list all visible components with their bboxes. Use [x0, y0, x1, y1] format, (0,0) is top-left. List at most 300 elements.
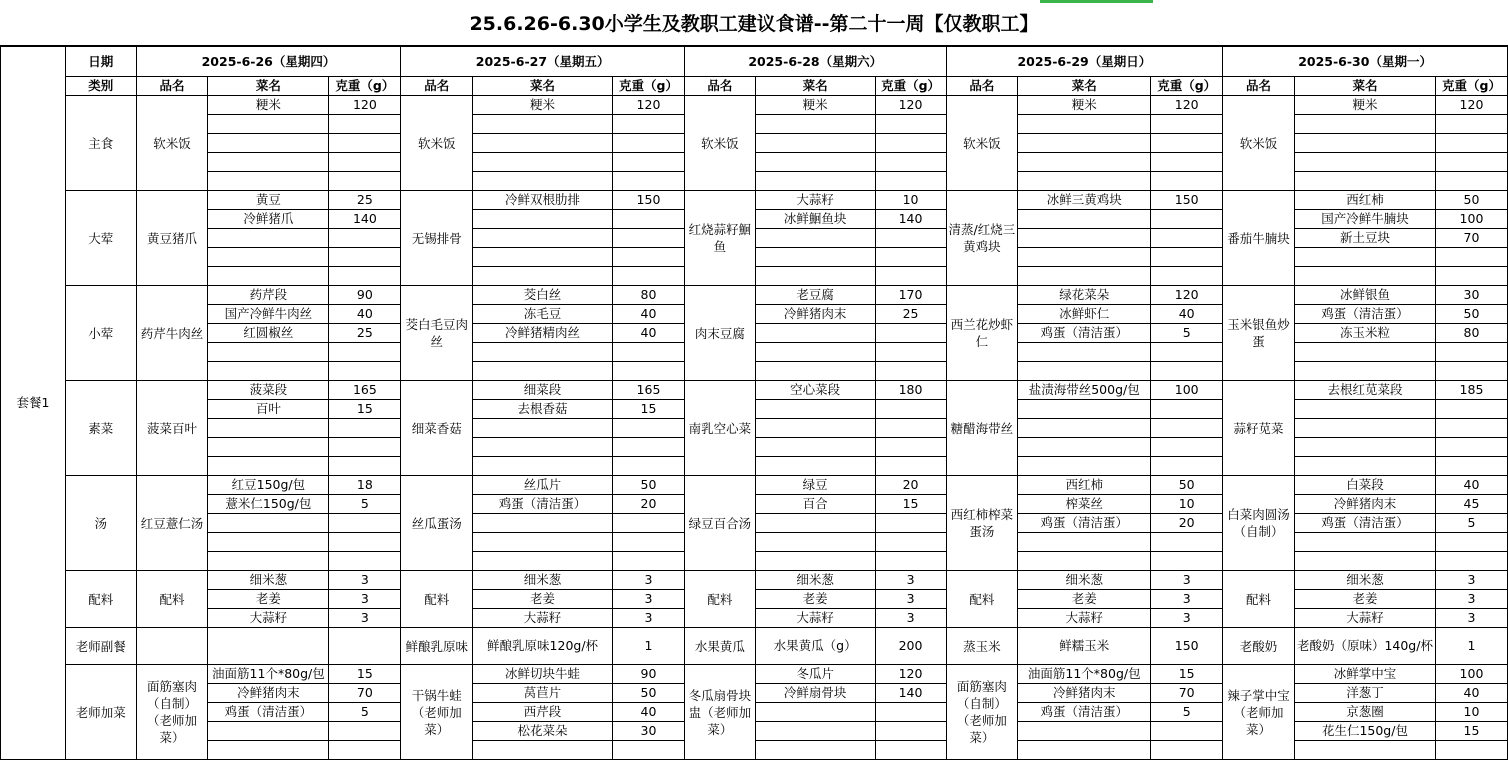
empty-cell [473, 438, 613, 457]
empty-cell [1435, 362, 1507, 381]
category-name: 汤 [65, 476, 136, 571]
ingredient-weight: 3 [875, 590, 946, 609]
ingredient-name: 薏米仁150g/包 [208, 495, 329, 514]
ingredient-name: 鸡蛋（清洁蛋） [1294, 514, 1435, 533]
empty-cell [329, 741, 401, 760]
dish-header: 品名 [401, 77, 473, 96]
empty-cell [755, 172, 875, 191]
dish-name: 水果黄瓜 [684, 628, 755, 665]
ingredient-weight: 120 [1151, 286, 1223, 305]
ingredient-name: 粳米 [208, 96, 329, 115]
empty-cell [875, 400, 946, 419]
dish-name: 肉末豆腐 [684, 286, 755, 381]
ingredient-weight: 150 [1151, 628, 1223, 665]
empty-cell [875, 362, 946, 381]
table-row [1, 381, 1508, 400]
table-row [1, 96, 1508, 115]
ingredient-name: 大蒜籽 [208, 609, 329, 628]
ingredient-name: 国产冷鲜牛腩块 [1294, 210, 1435, 229]
empty-cell [1018, 115, 1151, 134]
ingredient-name: 冰鲜鮰鱼块 [755, 210, 875, 229]
dish-name: 西兰花炒虾仁 [946, 286, 1018, 381]
ingredient-name: 冷鲜双根肋排 [473, 191, 613, 210]
empty-cell [329, 438, 401, 457]
ingredient-weight: 10 [1435, 703, 1507, 722]
empty-cell [329, 153, 401, 172]
ingredient-name [208, 628, 329, 665]
ingredient-name: 白菜段 [1294, 476, 1435, 495]
empty-cell [1151, 438, 1223, 457]
ingredient-name: 鸡蛋（清洁蛋） [208, 703, 329, 722]
empty-cell [473, 172, 613, 191]
ingredient-name: 鸡蛋（清洁蛋） [1018, 514, 1151, 533]
empty-cell [1018, 362, 1151, 381]
weight-header: 克重（g） [329, 77, 401, 96]
ingredient-weight: 40 [613, 305, 685, 324]
day-date-2: 2025-6-28（星期六） [684, 47, 946, 77]
ingredient-weight: 120 [875, 96, 946, 115]
ingredient-weight: 3 [329, 571, 401, 590]
empty-cell [1018, 533, 1151, 552]
empty-cell [755, 343, 875, 362]
empty-cell [755, 229, 875, 248]
empty-cell [329, 552, 401, 571]
ingredient-weight: 3 [1151, 571, 1223, 590]
empty-cell [1435, 552, 1507, 571]
empty-cell [1018, 172, 1151, 191]
ingredient-name: 去根香菇 [473, 400, 613, 419]
category-name: 大荤 [65, 191, 136, 286]
dish-name: 配料 [401, 571, 473, 628]
empty-cell [755, 267, 875, 286]
weight-header: 克重（g） [875, 77, 946, 96]
table-row [1, 665, 1508, 684]
ingredient-weight: 3 [1435, 590, 1507, 609]
empty-cell [473, 267, 613, 286]
ingredient-header: 菜名 [755, 77, 875, 96]
ingredient-weight: 3 [1151, 609, 1223, 628]
empty-cell [1151, 229, 1223, 248]
empty-cell [208, 362, 329, 381]
ingredient-name: 冰鲜银鱼 [1294, 286, 1435, 305]
dish-header: 品名 [1223, 77, 1295, 96]
ingredient-name: 细米葱 [208, 571, 329, 590]
empty-cell [1294, 457, 1435, 476]
category-name: 配料 [65, 571, 136, 628]
ingredient-name: 冻毛豆 [473, 305, 613, 324]
category-name: 老师副餐 [65, 628, 136, 665]
ingredient-weight: 140 [329, 210, 401, 229]
empty-cell [1151, 457, 1223, 476]
empty-cell [613, 248, 685, 267]
ingredient-header: 菜名 [473, 77, 613, 96]
empty-cell [1435, 533, 1507, 552]
ingredient-name: 老姜 [755, 590, 875, 609]
ingredient-weight: 5 [1151, 703, 1223, 722]
ingredient-weight: 15 [329, 400, 401, 419]
empty-cell [473, 115, 613, 134]
empty-cell [329, 362, 401, 381]
empty-cell [473, 552, 613, 571]
ingredient-name: 粳米 [1294, 96, 1435, 115]
ingredient-name: 西红柿 [1018, 476, 1151, 495]
ingredient-name: 大蒜籽 [755, 609, 875, 628]
empty-cell [613, 419, 685, 438]
dish-name: 面筋塞肉（自制）（老师加菜） [946, 665, 1018, 760]
dish-header: 品名 [684, 77, 755, 96]
ingredient-name: 冷鲜猪肉末 [1018, 684, 1151, 703]
ingredient-weight: 100 [1435, 210, 1507, 229]
ingredient-weight: 5 [1151, 324, 1223, 343]
ingredient-weight: 80 [1435, 324, 1507, 343]
empty-cell [1294, 741, 1435, 760]
empty-cell [1294, 153, 1435, 172]
table-row [1, 286, 1508, 305]
menu-table [0, 46, 1508, 760]
ingredient-weight: 18 [329, 476, 401, 495]
empty-cell [329, 115, 401, 134]
dish-name: 茭白毛豆肉丝 [401, 286, 473, 381]
empty-cell [1435, 419, 1507, 438]
empty-cell [473, 741, 613, 760]
day-date-0: 2025-6-26（星期四） [136, 47, 401, 77]
ingredient-weight: 40 [1151, 305, 1223, 324]
ingredient-weight: 20 [875, 476, 946, 495]
dish-name: 丝瓜蛋汤 [401, 476, 473, 571]
empty-cell [1018, 438, 1151, 457]
ingredient-weight: 50 [1435, 191, 1507, 210]
empty-cell [1435, 248, 1507, 267]
empty-cell [473, 362, 613, 381]
dish-name: 药芹牛肉丝 [136, 286, 208, 381]
ingredient-name: 粳米 [1018, 96, 1151, 115]
empty-cell [1294, 248, 1435, 267]
ingredient-weight: 5 [329, 495, 401, 514]
ingredient-name: 鲜糯玉米 [1018, 628, 1151, 665]
ingredient-name: 空心菜段 [755, 381, 875, 400]
empty-cell [329, 533, 401, 552]
empty-cell [1294, 362, 1435, 381]
ingredient-weight: 3 [329, 609, 401, 628]
empty-cell [613, 343, 685, 362]
empty-cell [1294, 134, 1435, 153]
ingredient-name: 冰鲜掌中宝 [1294, 665, 1435, 684]
ingredient-name: 百合 [755, 495, 875, 514]
ingredient-weight: 100 [1151, 381, 1223, 400]
ingredient-name: 冻玉米粒 [1294, 324, 1435, 343]
dish-name: 老酸奶 [1223, 628, 1295, 665]
ingredient-name: 花生仁150g/包 [1294, 722, 1435, 741]
empty-cell [208, 229, 329, 248]
ingredient-name: 细米葱 [1294, 571, 1435, 590]
ingredient-name: 红圆椒丝 [208, 324, 329, 343]
empty-cell [1151, 115, 1223, 134]
empty-cell [875, 457, 946, 476]
dish-name: 配料 [136, 571, 208, 628]
empty-cell [613, 438, 685, 457]
empty-cell [1151, 552, 1223, 571]
date-label: 日期 [65, 47, 136, 77]
empty-cell [1294, 533, 1435, 552]
empty-cell [1435, 343, 1507, 362]
empty-cell [613, 552, 685, 571]
dish-name: 细菜香菇 [401, 381, 473, 476]
empty-cell [1435, 267, 1507, 286]
ingredient-weight: 40 [1435, 476, 1507, 495]
dish-name: 红烧蒜籽鮰鱼 [684, 191, 755, 286]
empty-cell [875, 248, 946, 267]
empty-cell [473, 457, 613, 476]
empty-cell [755, 722, 875, 741]
table-row [1, 191, 1508, 210]
ingredient-name: 粳米 [755, 96, 875, 115]
dish-name: 黄豆猪爪 [136, 191, 208, 286]
ingredient-weight: 170 [875, 286, 946, 305]
ingredient-weight: 45 [1435, 495, 1507, 514]
ingredient-weight: 120 [1151, 96, 1223, 115]
column-header-row [1, 77, 1508, 96]
dish-name: 配料 [684, 571, 755, 628]
empty-cell [473, 419, 613, 438]
dish-name: 软米饭 [1223, 96, 1295, 191]
empty-cell [875, 741, 946, 760]
ingredient-weight: 40 [613, 703, 685, 722]
ingredient-name: 细米葱 [473, 571, 613, 590]
empty-cell [208, 514, 329, 533]
empty-cell [208, 438, 329, 457]
ingredient-weight: 20 [1151, 514, 1223, 533]
dish-name: 面筋塞肉（自制）（老师加菜） [136, 665, 208, 760]
empty-cell [875, 703, 946, 722]
ingredient-name: 冰鲜切块牛蛙 [473, 665, 613, 684]
empty-cell [1435, 172, 1507, 191]
ingredient-weight: 100 [1435, 665, 1507, 684]
ingredient-weight: 1 [1435, 628, 1507, 665]
empty-cell [1435, 457, 1507, 476]
empty-cell [208, 153, 329, 172]
dish-name: 白菜肉圆汤（自制） [1223, 476, 1295, 571]
empty-cell [473, 134, 613, 153]
empty-cell [1018, 419, 1151, 438]
ingredient-weight: 150 [613, 191, 685, 210]
ingredient-weight: 120 [613, 96, 685, 115]
empty-cell [473, 210, 613, 229]
ingredient-weight: 50 [613, 684, 685, 703]
ingredient-weight: 5 [1435, 514, 1507, 533]
ingredient-weight: 165 [329, 381, 401, 400]
ingredient-weight: 3 [1435, 609, 1507, 628]
empty-cell [755, 703, 875, 722]
ingredient-weight: 90 [613, 665, 685, 684]
ingredient-weight [329, 628, 401, 665]
ingredient-weight: 150 [1151, 191, 1223, 210]
empty-cell [208, 552, 329, 571]
ingredient-name: 大蒜籽 [473, 609, 613, 628]
dish-header: 品名 [136, 77, 208, 96]
ingredient-name: 绿花菜朵 [1018, 286, 1151, 305]
ingredient-weight: 30 [1435, 286, 1507, 305]
ingredient-weight: 165 [613, 381, 685, 400]
empty-cell [1018, 457, 1151, 476]
empty-cell [875, 722, 946, 741]
empty-cell [1435, 115, 1507, 134]
ingredient-weight: 140 [875, 684, 946, 703]
ingredient-name: 老姜 [473, 590, 613, 609]
ingredient-name: 洋葱丁 [1294, 684, 1435, 703]
empty-cell [329, 172, 401, 191]
empty-cell [208, 741, 329, 760]
ingredient-header: 菜名 [208, 77, 329, 96]
empty-cell [1435, 400, 1507, 419]
ingredient-weight: 50 [1435, 305, 1507, 324]
dish-name: 干锅牛蛙（老师加菜） [401, 665, 473, 760]
dish-name: 南乳空心菜 [684, 381, 755, 476]
dish-name: 鲜酿乳原味 [401, 628, 473, 665]
empty-cell [755, 457, 875, 476]
ingredient-name: 冷鲜猪爪 [208, 210, 329, 229]
ingredient-name: 冷鲜扇骨块 [755, 684, 875, 703]
ingredient-weight: 120 [329, 96, 401, 115]
empty-cell [1151, 722, 1223, 741]
empty-cell [613, 134, 685, 153]
empty-cell [1435, 741, 1507, 760]
ingredient-weight: 185 [1435, 381, 1507, 400]
empty-cell [1151, 267, 1223, 286]
ingredient-weight: 140 [875, 210, 946, 229]
empty-cell [329, 722, 401, 741]
dish-name: 玉米银鱼炒蛋 [1223, 286, 1295, 381]
empty-cell [1151, 741, 1223, 760]
empty-cell [613, 741, 685, 760]
dish-name: 配料 [946, 571, 1018, 628]
empty-cell [1018, 248, 1151, 267]
empty-cell [1294, 267, 1435, 286]
empty-cell [755, 115, 875, 134]
ingredient-weight: 25 [875, 305, 946, 324]
dish-name: 软米饭 [684, 96, 755, 191]
ingredient-name: 丝瓜片 [473, 476, 613, 495]
ingredient-name: 茭白丝 [473, 286, 613, 305]
ingredient-weight: 10 [875, 191, 946, 210]
ingredient-weight: 90 [329, 286, 401, 305]
empty-cell [755, 419, 875, 438]
dish-name: 软米饭 [136, 96, 208, 191]
category-label: 类别 [65, 77, 136, 96]
dish-name: 糖醋海带丝 [946, 381, 1018, 476]
ingredient-name: 细米葱 [755, 571, 875, 590]
dish-name: 软米饭 [401, 96, 473, 191]
ingredient-weight: 5 [329, 703, 401, 722]
ingredient-weight: 3 [613, 571, 685, 590]
empty-cell [208, 343, 329, 362]
empty-cell [1294, 343, 1435, 362]
empty-cell [473, 229, 613, 248]
empty-cell [875, 419, 946, 438]
ingredient-name: 药芹段 [208, 286, 329, 305]
empty-cell [329, 229, 401, 248]
dish-name: 无锡排骨 [401, 191, 473, 286]
ingredient-weight: 3 [329, 590, 401, 609]
ingredient-weight: 70 [1151, 684, 1223, 703]
empty-cell [329, 419, 401, 438]
ingredient-name: 冷鲜猪肉末 [208, 684, 329, 703]
empty-cell [613, 267, 685, 286]
ingredient-weight: 3 [613, 609, 685, 628]
empty-cell [613, 514, 685, 533]
dish-name: 绿豆百合汤 [684, 476, 755, 571]
ingredient-weight: 80 [613, 286, 685, 305]
ingredient-name: 冷鲜猪肉末 [1294, 495, 1435, 514]
ingredient-weight: 120 [875, 665, 946, 684]
empty-cell [1294, 552, 1435, 571]
dish-name: 蒸玉米 [946, 628, 1018, 665]
ingredient-weight: 200 [875, 628, 946, 665]
ingredient-weight: 30 [613, 722, 685, 741]
ingredient-name: 大蒜籽 [1294, 609, 1435, 628]
dish-name: 软米饭 [946, 96, 1018, 191]
ingredient-name: 鸡蛋（清洁蛋） [473, 495, 613, 514]
ingredient-weight: 70 [1435, 229, 1507, 248]
day-date-3: 2025-6-29（星期日） [946, 47, 1223, 77]
ingredient-name: 百叶 [208, 400, 329, 419]
ingredient-name: 老姜 [1018, 590, 1151, 609]
empty-cell [1018, 153, 1151, 172]
empty-cell [613, 229, 685, 248]
empty-cell [613, 533, 685, 552]
category-name: 主食 [65, 96, 136, 191]
empty-cell [1435, 153, 1507, 172]
empty-cell [208, 248, 329, 267]
date-header-row [1, 47, 1508, 77]
ingredient-name: 松花菜朵 [473, 722, 613, 741]
empty-cell [1018, 210, 1151, 229]
ingredient-weight: 15 [875, 495, 946, 514]
empty-cell [875, 533, 946, 552]
empty-cell [875, 514, 946, 533]
empty-cell [755, 552, 875, 571]
ingredient-weight: 20 [613, 495, 685, 514]
empty-cell [755, 324, 875, 343]
empty-cell [875, 115, 946, 134]
ingredient-name: 鸡蛋（清洁蛋） [1294, 305, 1435, 324]
empty-cell [875, 229, 946, 248]
ingredient-name: 红豆150g/包 [208, 476, 329, 495]
ingredient-name: 京葱圈 [1294, 703, 1435, 722]
package-label: 套餐1 [1, 47, 66, 760]
day-date-1: 2025-6-27（星期五） [401, 47, 685, 77]
empty-cell [875, 153, 946, 172]
empty-cell [473, 343, 613, 362]
ingredient-weight: 3 [613, 590, 685, 609]
empty-cell [1018, 343, 1151, 362]
dish-header: 品名 [946, 77, 1018, 96]
ingredient-weight: 10 [1151, 495, 1223, 514]
ingredient-weight: 25 [329, 324, 401, 343]
ingredient-weight: 120 [1435, 96, 1507, 115]
empty-cell [875, 134, 946, 153]
weight-header: 克重（g） [1435, 77, 1507, 96]
empty-cell [329, 248, 401, 267]
empty-cell [1151, 362, 1223, 381]
empty-cell [755, 741, 875, 760]
ingredient-weight: 15 [1151, 665, 1223, 684]
ingredient-header: 菜名 [1294, 77, 1435, 96]
empty-cell [613, 210, 685, 229]
empty-cell [1151, 400, 1223, 419]
empty-cell [755, 514, 875, 533]
ingredient-name: 水果黄瓜（g） [755, 628, 875, 665]
ingredient-name: 盐渍海带丝500g/包 [1018, 381, 1151, 400]
